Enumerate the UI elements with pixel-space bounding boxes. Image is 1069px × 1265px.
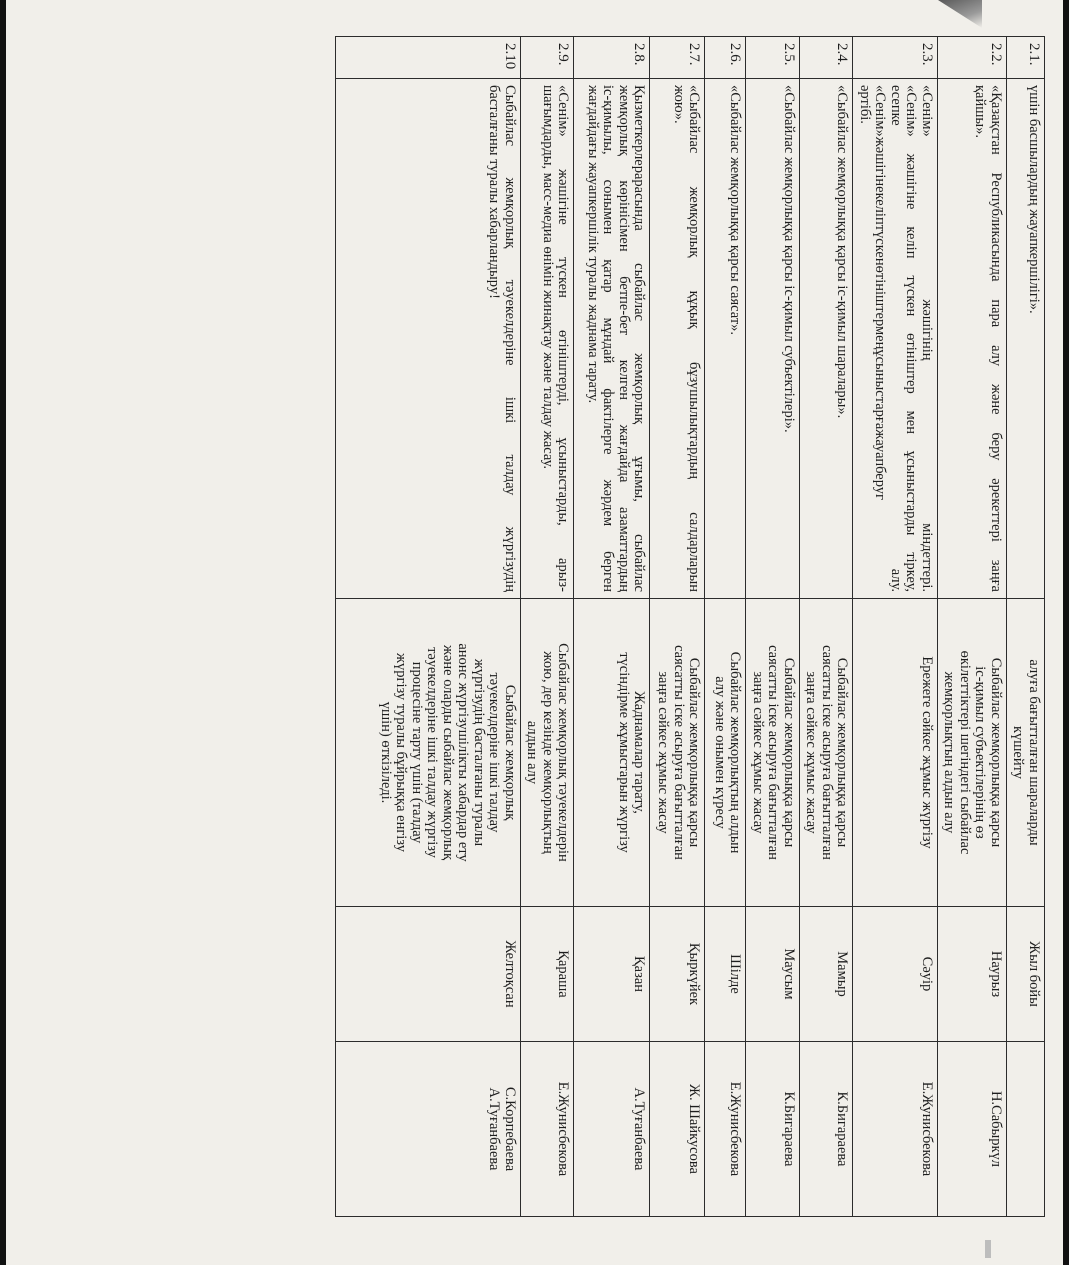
deadline-cell: Мамыр xyxy=(800,907,854,1042)
responsible-cell xyxy=(746,1042,800,1217)
deadline-cell: Қыркүйек xyxy=(650,907,705,1042)
action-line: күшейту xyxy=(1010,725,1027,780)
deadline-cell: Қараша xyxy=(521,907,575,1042)
event-cell xyxy=(938,79,1007,599)
resp-line: А.Туғанбаева xyxy=(486,1087,503,1171)
rotated-content xyxy=(145,36,1045,1216)
task-line: басталғаны туралы хабарландыру! xyxy=(486,85,503,299)
event-cell xyxy=(746,79,800,599)
table-row xyxy=(853,37,938,1217)
task-line: Қызметкерлерарасында сыбайлас жемқорлық ұғымы, сыбайлас xyxy=(631,85,648,592)
action-line: түсіндірме жұмыстарын жүргізу xyxy=(616,652,632,853)
purpose-cell xyxy=(853,599,938,907)
event-cell xyxy=(521,79,575,599)
responsible-cell xyxy=(521,1042,575,1217)
row-number: 2.7. xyxy=(650,37,705,79)
resp-line: Е.Жунисбекова xyxy=(555,1081,572,1177)
responsible-cell xyxy=(574,1042,650,1217)
responsible-cell xyxy=(705,1042,746,1217)
action-line: жүргізу туралы бұйрыққа енгізу xyxy=(393,653,410,852)
action-line: алуға бағытталған шараларды xyxy=(1026,659,1042,846)
task-line: «Сенім» жәшігіне келіп түскен өтініштер мен ұсыныстарды тіркеу, xyxy=(903,85,920,592)
purpose-cell xyxy=(746,599,800,907)
action-line: Сыбайлас жемқорлыққа қарсы xyxy=(781,657,797,848)
action-line: анонс жүргізушілікты хабардар ету xyxy=(455,643,472,862)
task-line: «Сенім» жәшігінің міндеттері. xyxy=(919,85,935,592)
event-cell xyxy=(1007,79,1045,599)
action-line: іс-қимыл субъектілерінің өз xyxy=(972,666,989,839)
table-row xyxy=(746,37,800,1217)
row-number: 2.1. xyxy=(1007,37,1045,79)
resp-line: А.Туғанбаева xyxy=(631,1087,648,1171)
resp-line: Е.Жунисбекова xyxy=(727,1081,744,1177)
row-number: 2.10 xyxy=(336,37,521,79)
action-line: процесіне тарту үшін (талдау xyxy=(409,661,425,844)
photo-border-right xyxy=(1063,0,1069,1265)
action-line: Ережеге сәйкес жұмыс жүргізу xyxy=(919,656,935,849)
action-line: заңға сәйкес жұмыс жасау xyxy=(655,671,672,834)
action-line: Сыбайлас жемқорлыққа қарсы xyxy=(834,657,851,848)
deadline-cell: Шілде xyxy=(705,907,746,1042)
responsible-cell xyxy=(800,1042,854,1217)
responsible-cell xyxy=(853,1042,938,1217)
table-row xyxy=(705,37,746,1217)
task-line: жою». xyxy=(671,85,687,124)
action-line: үшін) өткізіледі. xyxy=(378,701,394,804)
purpose-cell xyxy=(336,599,521,907)
action-line: саясатты іске асыруға бағытталған xyxy=(765,645,782,860)
resp-line: Е.Жунисбекова xyxy=(919,1081,935,1177)
row-number: 2.2. xyxy=(938,37,1007,79)
table-row xyxy=(650,37,705,1217)
deadline-cell: Қазан xyxy=(574,907,650,1042)
event-cell xyxy=(800,79,854,599)
table-row xyxy=(1007,37,1045,1217)
deadline-cell: Желтоқсан xyxy=(336,907,521,1042)
responsible-cell xyxy=(336,1042,521,1217)
action-line: саясатты іске асыруға бағытталған xyxy=(671,645,687,860)
purpose-cell xyxy=(650,599,705,907)
purpose-cell xyxy=(705,599,746,907)
page-edge-mark xyxy=(985,1240,991,1258)
task-line: жемқорлық көрінісімен бетпе-бет келген жағдайда азаматтардың xyxy=(616,85,632,592)
table-row xyxy=(938,37,1007,1217)
deadline-cell: Сәуір xyxy=(853,907,938,1042)
event-cell xyxy=(650,79,705,599)
action-line: жою, дер кезінде жемқорлықтың xyxy=(540,651,556,854)
action-line: алу және онымен күресу xyxy=(712,676,728,829)
event-cell xyxy=(853,79,938,599)
action-line: жемқорлықтың алдын алу xyxy=(941,671,958,834)
deadline-cell: Наурыз xyxy=(938,907,1007,1042)
resp-line: С.Корпебаева xyxy=(502,1086,518,1172)
action-line: өкілеттіктері шегіндегі сыбайлас xyxy=(957,650,973,855)
task-line: Сыбайлас жемқорлық тәуекелдеріне ішкі талдау жүргізудің xyxy=(502,85,518,592)
deadline-cell: Маусым xyxy=(746,907,800,1042)
purpose-cell xyxy=(800,599,854,907)
resp-line: К.Бигараева xyxy=(834,1091,851,1167)
responsible-cell xyxy=(938,1042,1007,1217)
resp-line: Н.Сабыркүл xyxy=(988,1090,1004,1168)
task-line: «Сыбайлас жемқорлыққа қарсы іс-қимыл субъектілері». xyxy=(781,85,797,433)
task-line: «Сыбайлас жемқорлық құқық бұзушылықтардың салдарларын xyxy=(686,85,703,592)
action-line: алдын алу xyxy=(524,720,541,785)
task-line: «Қазақстан Республикасында пара алу және беру әрекеттері заңға xyxy=(988,85,1004,592)
action-line: тәуекелдеріне ішкі талдау жүргізу xyxy=(424,647,441,858)
action-line: Сыбайлас жемқорлықтың алдын xyxy=(727,651,744,854)
action-line: заңға сәйкес жұмыс жасау xyxy=(750,671,766,834)
row-number: 2.3. xyxy=(853,37,938,79)
task-line: үшін басшылардың жауапкершілігі». xyxy=(1026,85,1042,314)
action-line: Сыбайлас жемқорлыққа қарсы xyxy=(988,657,1004,848)
task-line: «Сенім» жәшігіне түскен өтініштерді, ұсыныстарды, арыз- xyxy=(555,85,572,592)
action-line: жүргізудің басталғаны туралы xyxy=(471,658,487,847)
action-line: Сыбайлас жемқорлық xyxy=(502,684,518,821)
plan-table xyxy=(335,36,1045,1217)
action-line: және оларды сыбайлас жемқорлық xyxy=(440,644,456,861)
deadline-cell: Жыл бойы xyxy=(1007,907,1045,1042)
purpose-cell xyxy=(574,599,650,907)
purpose-cell xyxy=(521,599,575,907)
table-row xyxy=(574,37,650,1217)
task-line: «Сенім»жәшігінекелiптүскенөтiнiштермеңұсыныстарғажауапберуг xyxy=(872,85,889,500)
task-line: іс-қимылы, сонымен қатар мұндай фактілерге жәрдем берген xyxy=(600,85,617,592)
table-row xyxy=(521,37,575,1217)
row-number: 2.4. xyxy=(800,37,854,79)
task-line: әртiбi. xyxy=(857,85,873,124)
event-cell xyxy=(574,79,650,599)
task-line: есепке алу. xyxy=(888,85,904,592)
task-line: жағдайдағы жауапкершілік туралы жаднама тарату. xyxy=(585,85,601,404)
responsible-cell xyxy=(650,1042,705,1217)
resp-line: Ж. Шайкусова xyxy=(686,1084,703,1174)
row-number: 2.9. xyxy=(521,37,575,79)
action-line: тәуекелдеріне ішкі талдау xyxy=(486,672,503,833)
event-cell xyxy=(705,79,746,599)
table-row xyxy=(800,37,854,1217)
task-line: шағымдарды, масс-медиа өнімін жинақтау және талдау жасау. xyxy=(540,85,556,470)
purpose-cell xyxy=(1007,599,1045,907)
action-line: Сыбайлас жемқорлық тәуекелдерін xyxy=(555,643,572,862)
row-number: 2.6. xyxy=(705,37,746,79)
table-row xyxy=(336,37,521,1217)
action-line: саясатты іске асыруға бағытталған xyxy=(819,645,835,860)
task-line: «Сыбайлас жемқорлыққа қарсы іс-қимыл шаралары». xyxy=(834,85,851,419)
action-line: заңға сәйкес жұмыс жасау xyxy=(803,671,820,834)
purpose-cell xyxy=(938,599,1007,907)
action-line: Сыбайлас жемқорлыққа қарсы xyxy=(686,657,703,848)
task-line: қайшы». xyxy=(972,85,989,139)
row-number: 2.8. xyxy=(574,37,650,79)
row-number: 2.5. xyxy=(746,37,800,79)
action-line: Жаднамалар тарату, xyxy=(631,691,648,814)
responsible-cell xyxy=(1007,1042,1045,1217)
task-line: «Сыбайлас жемқорлыққа қарсы саясат». xyxy=(727,85,744,336)
event-cell xyxy=(336,79,521,599)
resp-line: К.Бигараева xyxy=(781,1091,797,1167)
